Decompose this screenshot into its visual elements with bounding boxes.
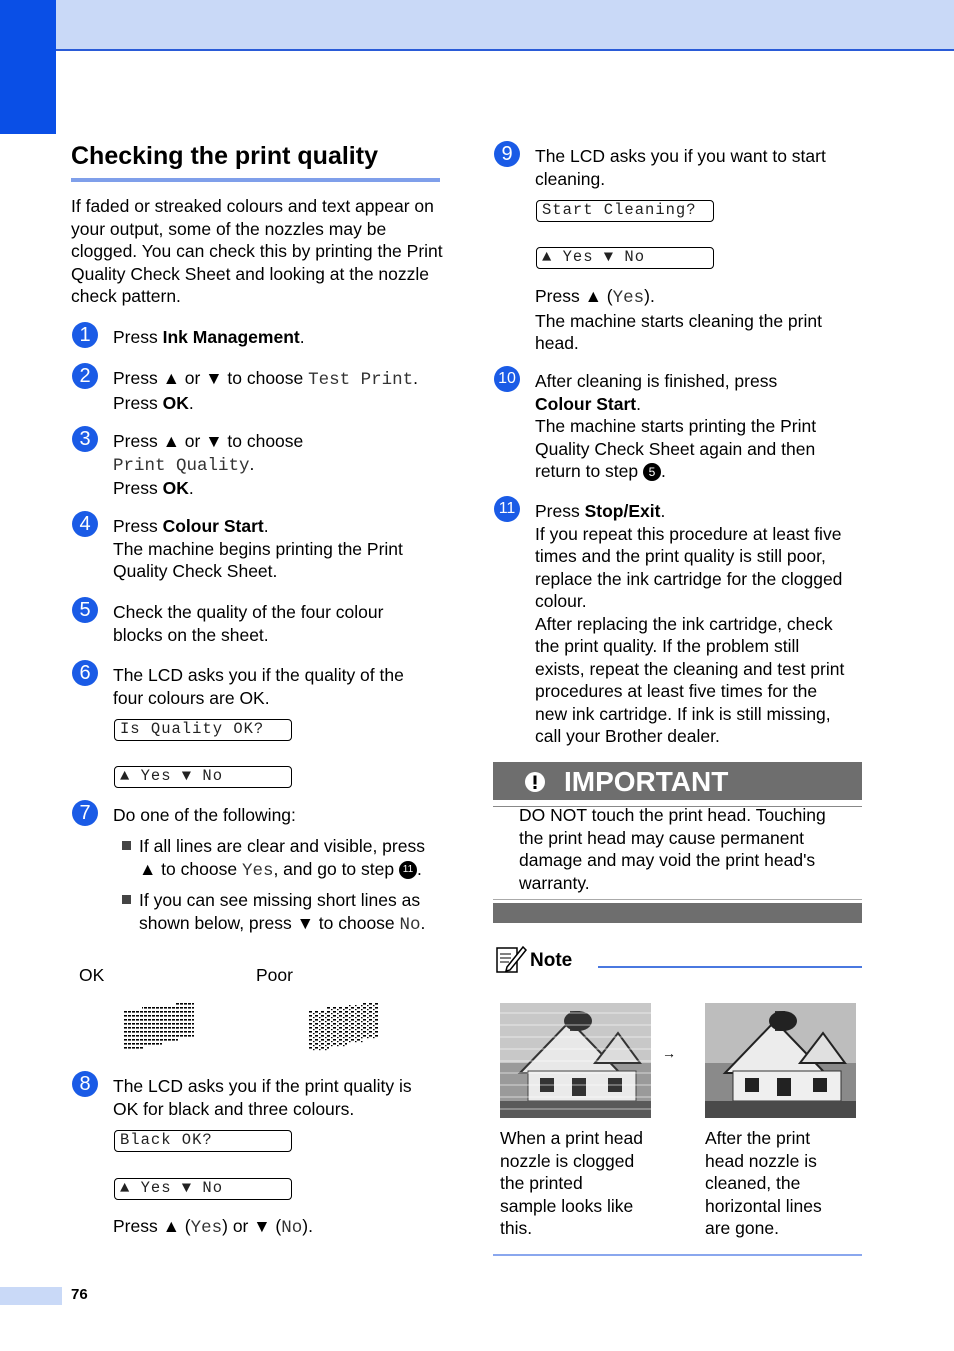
page-number: 76 bbox=[71, 1286, 88, 1303]
nozzle-pattern-ok bbox=[124, 1003, 196, 1053]
nozzle-pattern-poor bbox=[309, 1003, 381, 1053]
step-8-badge: 8 bbox=[72, 1071, 98, 1097]
step-ref-badge: 5 bbox=[643, 463, 661, 481]
step-7-option-2: If you can see missing short lines as shown below, press ▼ to choose No. bbox=[139, 890, 426, 935]
lcd-yes-no-2: ▲ Yes ▼ No bbox=[114, 1178, 292, 1200]
step-1-text: Press Ink Management. bbox=[113, 327, 305, 347]
intro-paragraph: If faded or streaked colours and text appear on your output, some of the nozzles may be clogged. You can check this by printing the Print Quality Check Sheet and looking at the nozzle check pattern. bbox=[71, 196, 443, 306]
note-left-caption: When a print head nozzle is clogged the printed sample looks like this. bbox=[500, 1128, 644, 1238]
step-7-badge: 7 bbox=[72, 800, 98, 826]
step-10-badge: 10 bbox=[494, 366, 520, 392]
step-9-badge: 9 bbox=[494, 141, 520, 167]
step-5-text: Check the quality of the four colour blocks on the sheet. bbox=[113, 602, 384, 645]
house-sample-clogged-image bbox=[500, 1003, 651, 1118]
step-7-text: Do one of the following: bbox=[113, 805, 296, 825]
step-1-badge: 1 bbox=[72, 322, 98, 348]
lcd-quality-prompt: Is Quality OK? bbox=[114, 719, 292, 741]
important-heading: IMPORTANT bbox=[564, 766, 729, 797]
step-7-option-1: If all lines are clear and visible, press ▲ to choose Yes, and go to step 11 . bbox=[139, 836, 425, 881]
step-6-badge: 6 bbox=[72, 660, 98, 686]
chapter-tab bbox=[0, 0, 56, 134]
step-4-text: Press Colour Start. The machine begins printing the Print Quality Check Sheet. bbox=[113, 516, 403, 581]
step-10-text: After cleaning is finished, press Colour Start. The machine starts printing the Print Quality Check Sheet again and then return to step 5 . bbox=[535, 371, 817, 481]
step-2-badge: 2 bbox=[72, 363, 98, 389]
step-11-text: Press Stop/Exit. If you repeat this procedure at least five times and the print quality is still poor, replace the ink cartridge for the clogged colour. After replacing the ink cartridge, check the print quality. If the problem still exists, repeat the cleaning and test print procedures at least five times for the new ink cartridge. If ink is still missing, call your Brother dealer. bbox=[535, 501, 845, 746]
note-pencil-icon bbox=[495, 943, 527, 975]
step-8-text: The LCD asks you if the print quality is OK for black and three colours. bbox=[113, 1076, 412, 1119]
step-6-text: The LCD asks you if the quality of the four colours are OK. bbox=[113, 665, 404, 708]
step-5-badge: 5 bbox=[72, 597, 98, 623]
lcd-yes-no-3: ▲ Yes ▼ No bbox=[536, 247, 714, 269]
step-ref-badge: 11 bbox=[399, 861, 417, 879]
page-title: Checking the print quality bbox=[71, 142, 378, 170]
lcd-cleaning-prompt: Start Cleaning? bbox=[536, 200, 714, 222]
note-heading: Note bbox=[530, 950, 573, 971]
step-3-text: Press ▲ or ▼ to choose Print Quality. Press OK. bbox=[113, 431, 304, 498]
poor-label: Poor bbox=[256, 965, 293, 985]
house-sample-cleaned-image bbox=[705, 1003, 856, 1118]
bullet-icon bbox=[122, 895, 131, 904]
warning-icon bbox=[524, 771, 546, 793]
step-8-press: Press ▲ (Yes) or ▼ (No). bbox=[113, 1216, 313, 1238]
arrow-icon: → bbox=[662, 1045, 676, 1061]
footer-tab bbox=[0, 1287, 62, 1305]
step-4-badge: 4 bbox=[72, 511, 98, 537]
step-9-press: Press ▲ (Yes). The machine starts cleaning the print head. bbox=[535, 286, 822, 353]
step-3-badge: 3 bbox=[72, 426, 98, 452]
bullet-icon bbox=[122, 841, 131, 850]
note-rule bbox=[598, 966, 862, 968]
step-11-badge: 11 bbox=[494, 496, 520, 522]
important-text: DO NOT touch the print head. Touching the print head may cause permanent damage and may void the print head's warranty. bbox=[519, 805, 826, 893]
note-bottom-rule bbox=[493, 1254, 862, 1256]
important-footer-bar bbox=[493, 903, 862, 923]
important-divider bbox=[493, 899, 862, 900]
header-band bbox=[0, 0, 954, 51]
note-right-caption: After the print head nozzle is cleaned, the horizontal lines are gone. bbox=[705, 1128, 822, 1238]
lcd-yes-no-1: ▲ Yes ▼ No bbox=[114, 766, 292, 788]
ok-label: OK bbox=[79, 965, 105, 985]
step-9-text: The LCD asks you if you want to start cleaning. bbox=[535, 146, 826, 189]
lcd-black-prompt: Black OK? bbox=[114, 1130, 292, 1152]
step-2-text: Press ▲ or ▼ to choose Test Print. Press OK. bbox=[113, 368, 419, 413]
title-rule bbox=[71, 178, 440, 182]
